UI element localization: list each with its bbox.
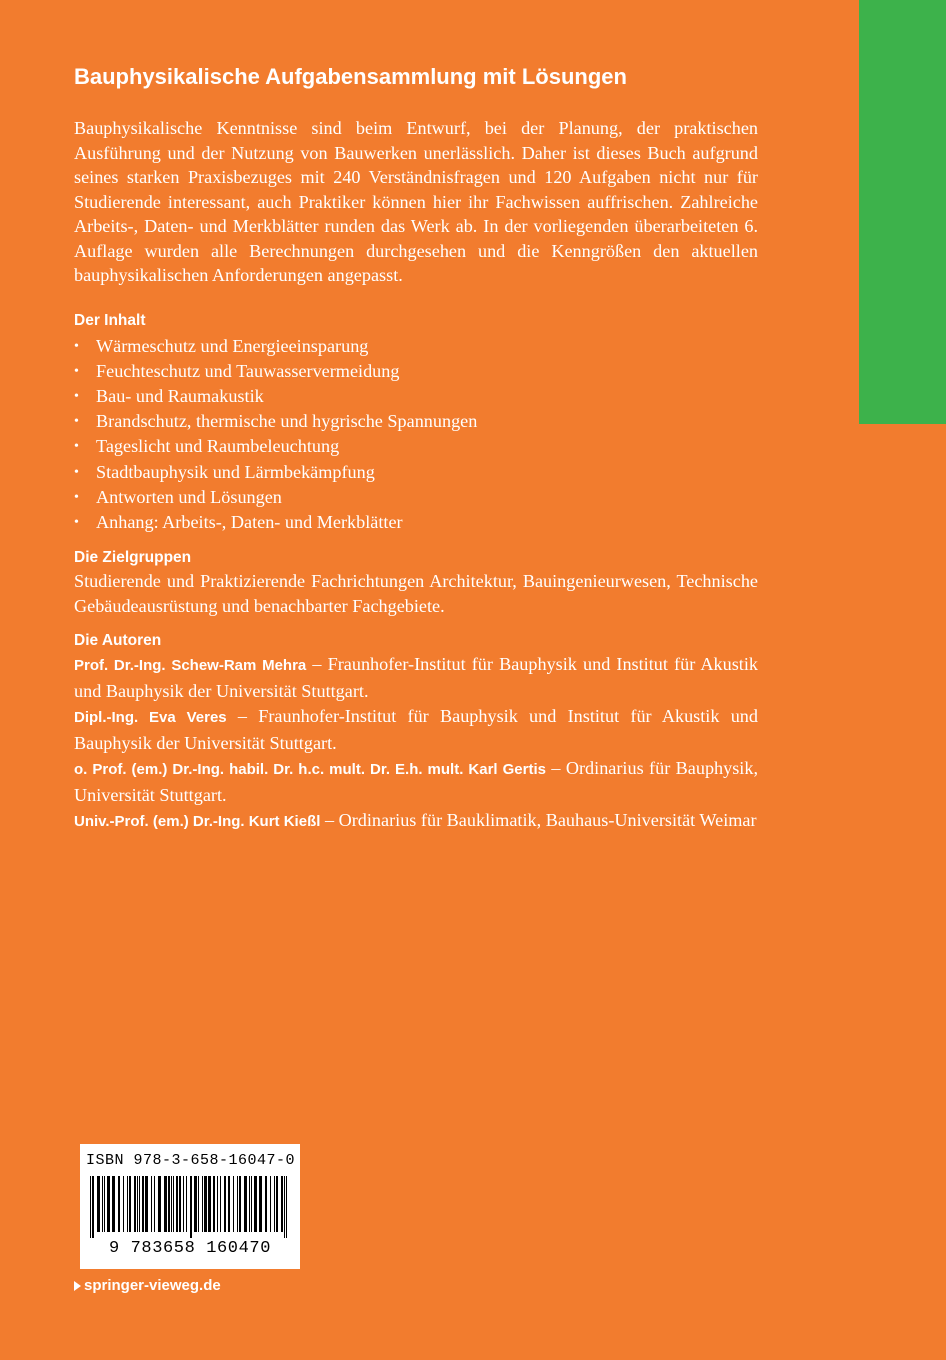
barcode-bar [164,1176,167,1232]
barcode-bar [127,1176,128,1232]
author-desc: – Ordinarius für Bauklimatik, Bauhaus-Universität Weimar [320,810,757,831]
author-entry [74,756,758,807]
author-desc: – Ordinarius für Bauphysik, Universität Stuttgart. [74,758,759,805]
barcode-bar [142,1176,144,1232]
barcode-bar [208,1176,211,1232]
barcode-bar [171,1176,172,1232]
list-item: • Tageslicht und Raumbeleuchtung [74,434,758,459]
barcode-bar [186,1176,187,1232]
author-desc: – Fraunhofer-Institut für Bauphysik und Institut für Akustik und Bauphysik der Universität Stuttgart. [74,654,758,701]
barcode-bar [194,1176,197,1232]
barcode-bar [224,1176,226,1232]
list-item: • Wärmeschutz und Energieeinsparung [74,334,758,359]
barcode-bar [183,1176,184,1232]
barcode-bar [254,1176,257,1232]
barcode-bar [134,1176,136,1232]
contents-section [74,310,758,536]
contents-list [74,334,758,536]
barcode-bar [265,1176,267,1232]
list-item: • Stadtbauphysik und Lärmbekämpfung [74,460,758,485]
barcode-bar [145,1176,148,1232]
barcode-bar [213,1176,215,1232]
barcode-bar [102,1176,103,1232]
barcode-bar [233,1176,234,1232]
barcode-bar [179,1176,181,1232]
barcode-bar [90,1176,91,1238]
green-accent-tab [859,0,946,424]
barcode-bar [92,1176,94,1238]
barcode-bar [173,1176,174,1232]
isbn-barcode [80,1144,300,1269]
barcode-bar [190,1176,192,1238]
contents-heading: Der Inhalt [74,311,146,329]
barcode-bars [90,1176,290,1238]
barcode-bar [270,1176,271,1232]
barcode-bar [204,1176,207,1232]
isbn-label: ISBN 978-3-658-16047-0 [86,1152,296,1169]
barcode-bar [176,1176,178,1232]
barcode-bar [249,1176,250,1232]
barcode-bar [97,1176,100,1232]
author-name: Univ.-Prof. (em.) Dr.-Ing. Kurt Kießl [74,813,321,831]
barcode-digits: 9 783658 160470 [108,1239,272,1258]
barcode-bar [259,1176,262,1232]
authors-section [74,630,758,835]
barcode-bar [137,1176,138,1232]
list-item: • Antworten und Lösungen [74,485,758,510]
barcode-bar [237,1176,238,1232]
barcode-bar [244,1176,247,1232]
audience-heading: Die Zielgruppen [74,549,192,567]
barcode-bar [118,1176,120,1232]
publisher-url: springer-vieweg.de [84,1277,221,1294]
author-entry [74,652,758,703]
barcode-bar [158,1176,161,1232]
barcode-bar [151,1176,152,1232]
barcode-bar [286,1176,287,1238]
list-item: • Feuchteschutz und Tauwasservermeidung [74,359,758,384]
author-entry [74,704,758,755]
barcode-bar [129,1176,131,1232]
barcode-bar [217,1176,218,1232]
author-desc: – Fraunhofer-Institut für Bauphysik und Institut für Akustik und Bauphysik der Universität Stuttgart. [74,706,758,753]
barcode-bar [228,1176,230,1232]
author-entry [74,808,758,835]
barcode-bar [107,1176,110,1232]
barcode-bar [168,1176,170,1232]
barcode-bar [123,1176,124,1232]
intro-text: Bauphysikalische Kenntnisse sind beim Entwurf, bei der Planung, der praktischen Ausführung und der Nutzung von Bauwerken unerlässlich. Daher ist dieses Buch aufgrund seines starken Praxisbezuges mit 240 Verständnisfragen und 120 Aufgaben nicht nur für Studierende interessant, auch Praktiker können hier ihr Fachwissen auffrischen. Zahlreiche Arbeits-, Daten- und Merkblätter runden das Werk ab. In der vorliegenden überarbeiteten 6. Auflage wurden alle Berechnungen durchgesehen und die Kenngrößen den aktuellen bauphysikalischen Anforderungen angepasst. [74,118,758,285]
barcode-bar [198,1176,199,1232]
barcode-bar [239,1176,241,1232]
book-title: Bauphysikalische Aufgabensammlung mit Lösungen [74,64,627,89]
barcode-bar [112,1176,115,1232]
list-item: • Anhang: Arbeits-, Daten- und Merkblätter [74,510,758,535]
barcode-bar [139,1176,140,1232]
barcode-bar [276,1176,278,1232]
author-name: Dipl.-Ing. Eva Veres [74,709,227,727]
audience-text: Studierende und Praktizierende Fachrichtungen Architektur, Bauingenieurwesen, Technische Gebäudeausrüstung und benachbarter Fachgebiete. [74,571,758,616]
barcode-bar [202,1176,203,1232]
arrow-right-icon [74,1281,81,1291]
list-item: • Brandschutz, thermische und hygrische Spannungen [74,409,758,434]
publisher-link[interactable] [74,1277,221,1294]
barcode-bar [104,1176,105,1232]
authors-heading: Die Autoren [74,632,162,650]
author-name: o. Prof. (em.) Dr.-Ing. habil. Dr. h.c. mult. Dr. E.h. mult. Karl Gertis [74,761,546,779]
barcode-bar [220,1176,221,1232]
barcode-bar [274,1176,275,1232]
audience-section [74,547,758,618]
barcode-bar [251,1176,252,1232]
barcode-bar [154,1176,155,1232]
back-cover-content [74,60,758,836]
barcode-bar [284,1176,285,1238]
list-item: • Bau- und Raumakustik [74,384,758,409]
author-name: Prof. Dr.-Ing. Schew-Ram Mehra [74,657,307,675]
barcode-bar [281,1176,283,1232]
